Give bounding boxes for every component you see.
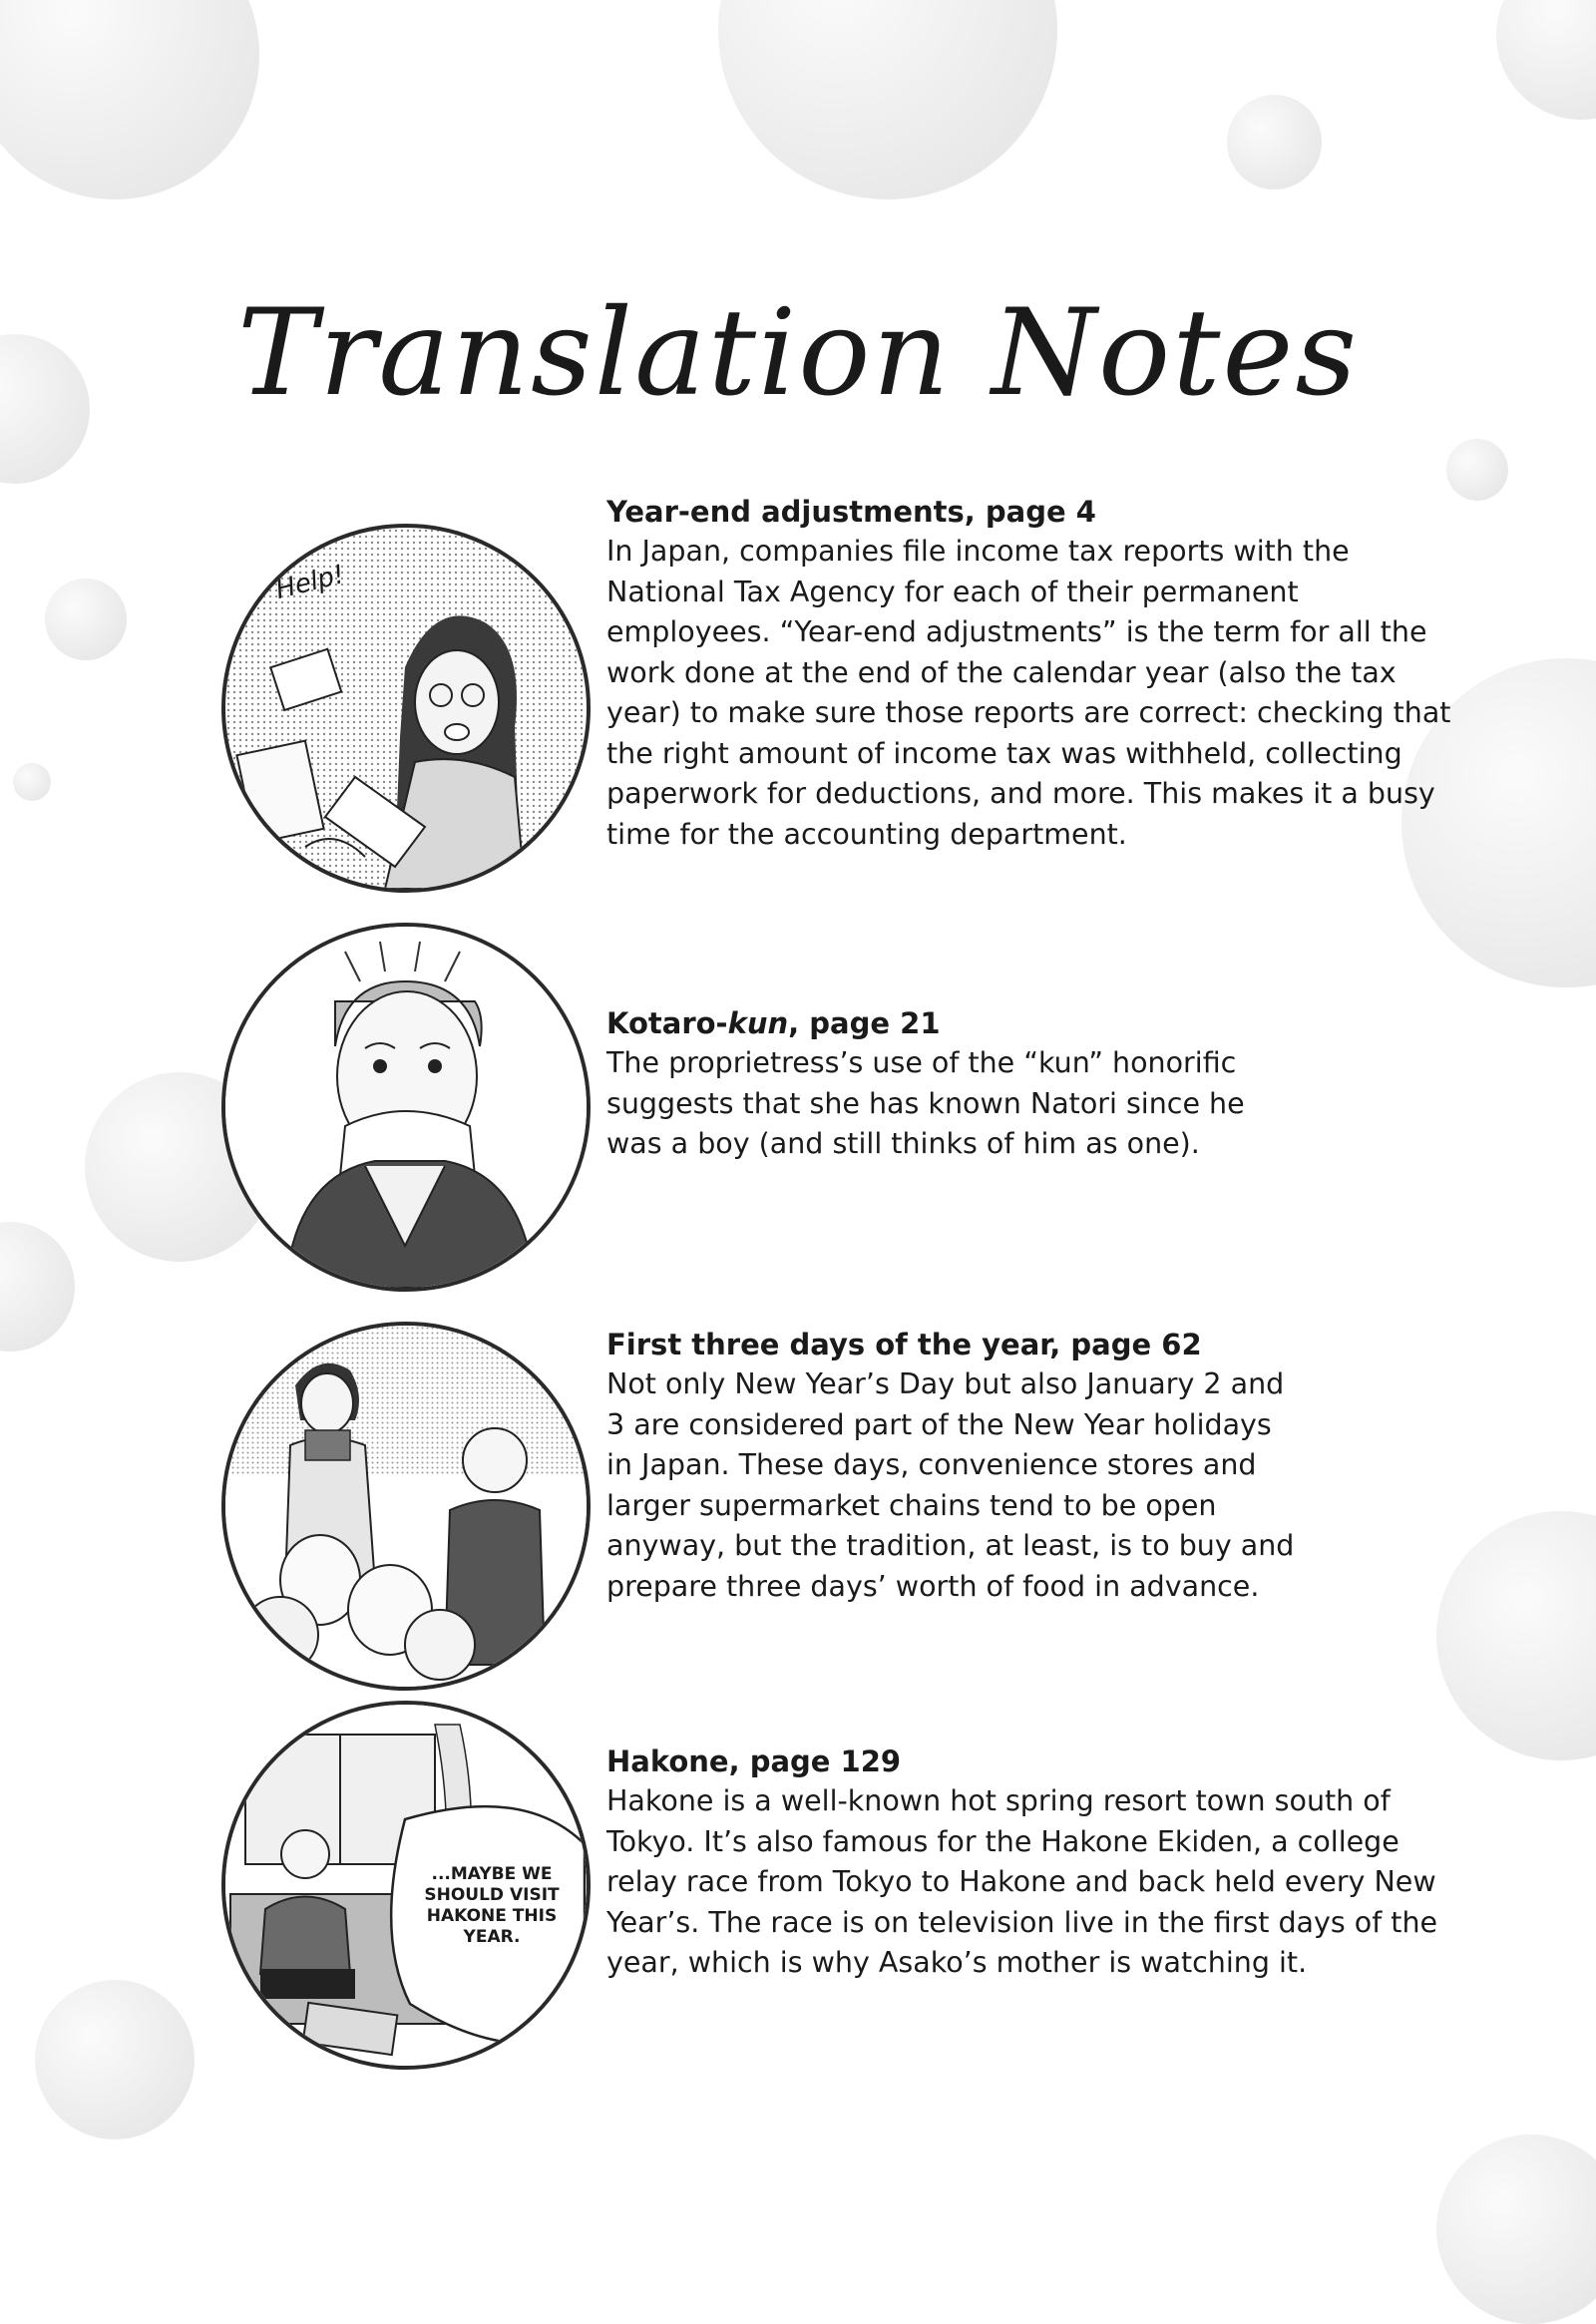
note-heading-suffix: , page 21 — [788, 1006, 941, 1040]
background-bubble — [13, 763, 51, 801]
speech-line: SHOULD VISIT — [424, 1885, 560, 1905]
note-body: Hakone is a well-known hot spring resort town south of Tokyo. It’s also famous for the Hakone Ekiden, a college relay race from Tokyo to Hakone and back held every New Year’s. The race is on television live in the first days of the year, which is why Asako’s mother is watching it. — [606, 1784, 1438, 1979]
speech-bubble — [417, 1864, 567, 1948]
note-body: Not only New Year’s Day but also January 2 and 3 are considered part of the New Year holidays in Japan. These days, convenience stores and larger supermarket chains tend to be open anyway, but the tradition, at least, is to buy and prepare three days’ worth of food in advance. — [606, 1367, 1295, 1603]
note-year-end-adjustments — [606, 492, 1464, 855]
note-heading-honorific: kun — [727, 1006, 789, 1040]
panel-illustration — [225, 1326, 587, 1687]
background-bubble — [1436, 2134, 1596, 2324]
speech-line: HAKONE THIS — [426, 1906, 558, 1926]
help-sound-effect: Help! — [272, 560, 348, 605]
page-title: Translation Notes — [236, 284, 1360, 423]
note-heading-prefix: Kotaro- — [606, 1006, 728, 1040]
manga-panel-proprietress — [221, 923, 591, 1292]
background-bubble — [1496, 0, 1596, 120]
note-heading: First three days of the year, page 62 — [606, 1328, 1202, 1361]
note-hakone — [606, 1742, 1464, 1984]
background-bubble — [0, 1222, 75, 1352]
note-heading: Hakone, page 129 — [606, 1744, 902, 1778]
background-bubble — [718, 0, 1057, 199]
note-heading: Year-end adjustments, page 4 — [606, 495, 1096, 529]
manga-panel-father — [221, 1701, 591, 2070]
panel-illustration — [225, 927, 587, 1288]
background-bubble — [1227, 95, 1322, 190]
background-bubble — [45, 579, 127, 660]
note-body: In Japan, companies file income tax reports with the National Tax Agency for each of their permanent employees. “Year-end adjustments” is the term for all the work done at the end of the calendar year (also the tax year) to make sure those reports are correct: checking that the right amount of income tax was withheld, collecting paperwork for deductions, and more. This makes it a busy time for the accounting department. — [606, 535, 1451, 851]
background-bubble — [35, 1980, 195, 2139]
note-kotaro-kun — [606, 1003, 1285, 1165]
note-body: The proprietress’s use of the “kun” honorific suggests that she has known Natori since he was a boy (and still thinks of him as one). — [606, 1046, 1245, 1160]
manga-panel-shopping — [221, 1322, 591, 1691]
background-bubble — [0, 0, 259, 199]
speech-line: YEAR. — [463, 1927, 521, 1947]
note-heading — [606, 1003, 1285, 1043]
background-bubble — [1436, 1511, 1596, 1760]
speech-line: ...MAYBE WE — [431, 1864, 553, 1884]
manga-panel-year-end — [221, 524, 591, 893]
note-first-three-days — [606, 1325, 1305, 1607]
